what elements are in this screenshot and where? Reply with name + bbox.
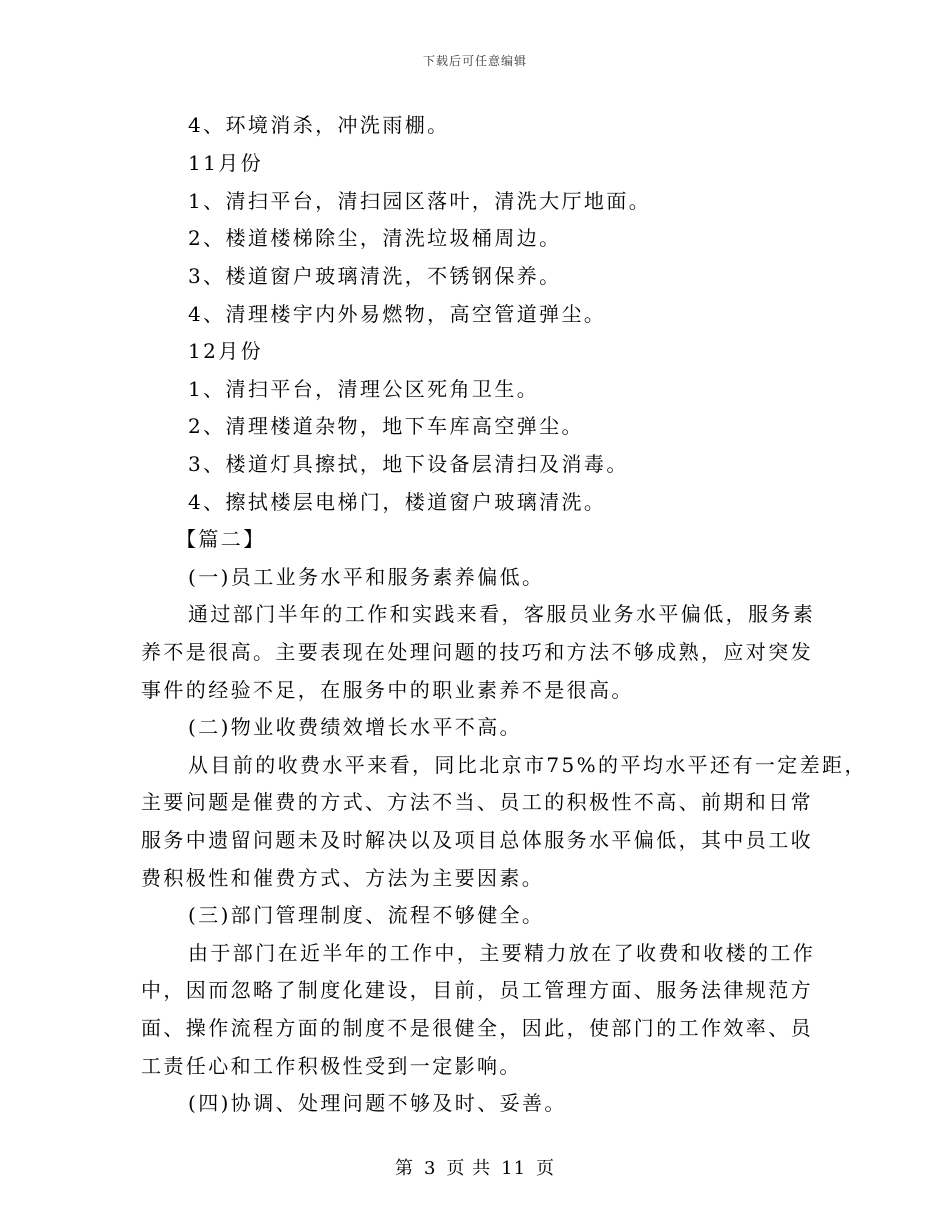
paragraph-line: 事件的经验不足，在服务中的职业素养不是很高。 <box>141 678 634 702</box>
paragraph-line: 服务中遗留问题未及时解决以及项目总体服务水平偏低，其中员工收 <box>141 828 813 852</box>
paragraph-line: 面、操作流程方面的制度不是很健全，因此，使部门的工作效率、员 <box>141 1016 813 1040</box>
paragraph-line: 主要问题是催费的方式、方法不当、员工的积极性不高、前期和日常 <box>141 790 813 814</box>
total-page-count: 11 <box>501 1158 527 1179</box>
text-line: 3、楼道窗户玻璃清洗，不锈钢保养。 <box>188 264 562 288</box>
page-header: 下载后可任意编辑 <box>422 54 527 68</box>
paragraph-line: 由于部门在近半年的工作中，主要精力放在了收费和收楼的工作 <box>188 941 816 965</box>
text-line: 4、擦拭楼层电梯门，楼道窗户玻璃清洗。 <box>188 490 607 514</box>
subheading: (一)员工业务水平和服务素养偏低。 <box>188 565 545 589</box>
text-line: 3、楼道灯具擦拭，地下设备层清扫及消毒。 <box>188 452 629 476</box>
paragraph-line: 养不是很高。主要表现在处理问题的技巧和方法不够成熟，应对突发 <box>141 640 813 664</box>
text-line: 1、清扫平台，清扫园区落叶，清洗大厅地面。 <box>188 189 652 213</box>
part-heading: 【篇二】 <box>176 527 266 551</box>
paragraph-line: 通过部门半年的工作和实践来看，客服员业务水平偏低，服务素 <box>188 602 816 626</box>
subheading: (二)物业收费绩效增长水平不高。 <box>188 715 523 739</box>
paragraph-line: 从目前的收费水平来看，同比北京市75%的平均水平还有一定差距， <box>188 753 867 777</box>
text-line: 4、环境消杀，冲洗雨棚。 <box>188 113 450 137</box>
footer-suffix: 页 <box>536 1158 556 1179</box>
text-line: 2、清理楼道杂物，地下车库高空弹尘。 <box>188 414 584 438</box>
footer-prefix: 第 <box>394 1158 414 1179</box>
page-footer <box>0 1154 950 1180</box>
current-page-number: 3 <box>423 1158 437 1179</box>
paragraph-line: 工责任心和工作积极性受到一定影响。 <box>141 1054 522 1078</box>
section-heading-november: 11月份 <box>188 151 264 175</box>
paragraph-line: 费积极性和催费方式、方法为主要因素。 <box>141 866 545 890</box>
footer-middle: 页 共 <box>446 1158 492 1179</box>
text-line: 2、楼道楼梯除尘，清洗垃圾桶周边。 <box>188 226 562 250</box>
subheading: (三)部门管理制度、流程不够健全。 <box>188 903 545 927</box>
paragraph-line: 中，因而忽略了制度化建设，目前，员工管理方面、服务法律规范方 <box>141 978 813 1002</box>
text-line: 4、清理楼宇内外易燃物，高空管道弹尘。 <box>188 302 607 326</box>
section-heading-december: 12月份 <box>188 339 264 363</box>
text-line: 1、清扫平台，清理公区死角卫生。 <box>188 377 540 401</box>
subheading: (四)协调、处理问题不够及时、妥善。 <box>188 1091 567 1115</box>
